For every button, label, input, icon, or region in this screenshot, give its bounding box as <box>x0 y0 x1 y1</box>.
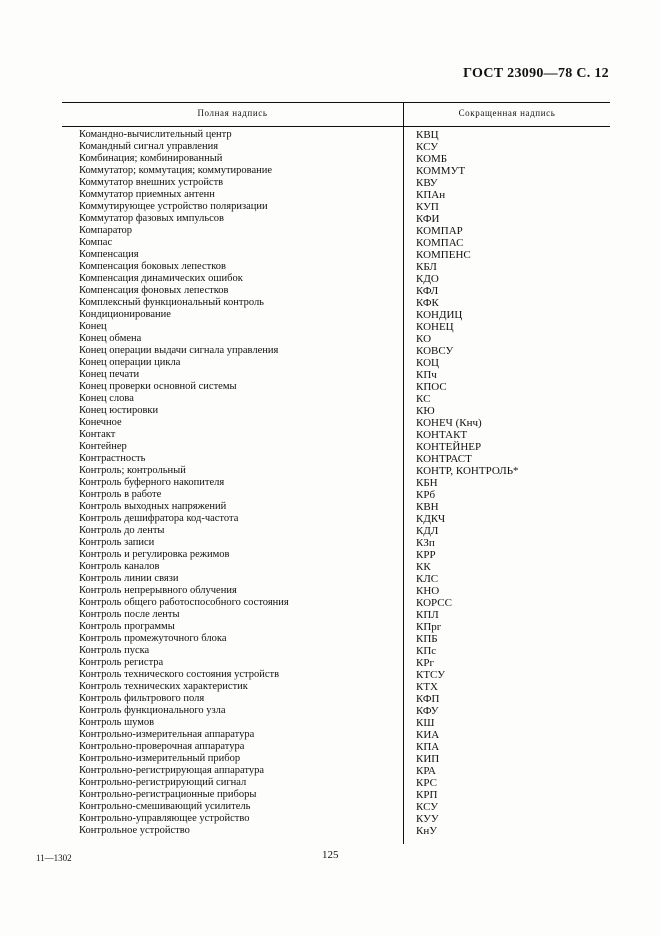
full-term: Контроль и регулировка режимов <box>79 549 230 560</box>
full-term: Командный сигнал управления <box>79 141 219 152</box>
abbreviation: КИА <box>416 729 440 741</box>
full-term: Конечное <box>79 417 122 428</box>
table-row <box>62 465 610 477</box>
abbreviation: КРг <box>416 657 434 669</box>
abbreviation: КОНЕЦ <box>416 321 454 333</box>
abbreviation: КОНТЕЙНЕР <box>416 441 482 453</box>
full-term: Контроль пуска <box>79 645 150 656</box>
abbreviation: КНО <box>416 585 440 597</box>
abbreviation: КСУ <box>416 141 439 153</box>
abbreviation: КС <box>416 393 431 405</box>
table-row <box>62 729 610 741</box>
table-row <box>62 273 610 285</box>
full-term: Командно-вычислительный центр <box>79 129 232 140</box>
abbreviation: КОРСС <box>416 597 452 609</box>
full-term: Контрольно-управляющее устройство <box>79 813 250 824</box>
abbreviation: КФИ <box>416 213 440 225</box>
abbreviation: КДКЧ <box>416 513 446 525</box>
full-term: Конец <box>79 321 107 332</box>
abbreviation: КРР <box>416 549 436 561</box>
full-term: Контрольное устройство <box>79 825 190 836</box>
table-row <box>62 513 610 525</box>
table-row <box>62 573 610 585</box>
table-row <box>62 417 610 429</box>
table-row <box>62 321 610 333</box>
abbreviation: КОНЕЧ (Кнч) <box>416 417 482 429</box>
table-row <box>62 309 610 321</box>
full-term: Компенсация боковых лепестков <box>79 261 226 272</box>
full-term: Контрольно-измерительный прибор <box>79 753 241 764</box>
table-row <box>62 561 610 573</box>
abbreviation: КК <box>416 561 431 573</box>
abbreviation: КнУ <box>416 825 438 837</box>
table-row <box>62 813 610 825</box>
table-row <box>62 297 610 309</box>
table-row <box>62 477 610 489</box>
full-term: Конец печати <box>79 369 140 380</box>
table-row <box>62 825 610 837</box>
table-row <box>62 801 610 813</box>
table-row <box>62 141 610 153</box>
full-term: Контрастность <box>79 453 146 464</box>
abbreviation: КПрг <box>416 621 442 633</box>
abbreviation: КРб <box>416 489 436 501</box>
column-header-full: Полная надпись <box>197 108 268 118</box>
abbreviation: КПЛ <box>416 609 439 621</box>
abbreviation: КИП <box>416 753 440 765</box>
abbreviation: КПБ <box>416 633 438 645</box>
full-term: Контроль дешифратора код-частота <box>79 513 239 524</box>
abbreviation: КПОС <box>416 381 447 393</box>
full-term: Коммутатор приемных антенн <box>79 189 215 200</box>
full-term: Кондиционирование <box>79 309 171 320</box>
abbreviation: КПА <box>416 741 440 753</box>
abbreviation: КЗп <box>416 537 435 549</box>
table-row <box>62 585 610 597</box>
full-term: Комбинация; комбинированный <box>79 153 223 164</box>
table-row <box>62 645 610 657</box>
table-row <box>62 333 610 345</box>
abbreviation: КБН <box>416 477 438 489</box>
abbreviation: КО <box>416 333 432 345</box>
full-term: Контроль; контрольный <box>79 465 186 476</box>
abbreviation: КРП <box>416 789 438 801</box>
table-row <box>62 237 610 249</box>
table-row <box>62 405 610 417</box>
table-row <box>62 381 610 393</box>
full-term: Контроль шумов <box>79 717 155 728</box>
abbreviation: КФУ <box>416 705 439 717</box>
table-row <box>62 393 610 405</box>
full-term: Комплексный функциональный контроль <box>79 297 264 308</box>
full-term: Конец операции выдачи сигнала управления <box>79 345 279 356</box>
table-row <box>62 213 610 225</box>
table-row <box>62 453 610 465</box>
table-row <box>62 633 610 645</box>
abbreviation: КПс <box>416 645 437 657</box>
abbreviation: КФЛ <box>416 285 439 297</box>
table-row <box>62 693 610 705</box>
full-term: Контрольно-регистрирующий сигнал <box>79 777 247 788</box>
table-body <box>62 129 610 837</box>
table-row <box>62 549 610 561</box>
full-term: Конец юстировки <box>79 405 159 416</box>
abbreviation: КОНДИЦ <box>416 309 463 321</box>
table-row <box>62 705 610 717</box>
abbreviation: КПч <box>416 369 437 381</box>
table-row <box>62 525 610 537</box>
full-term: Конец проверки основной системы <box>79 381 237 392</box>
table-row <box>62 741 610 753</box>
document-header: ГОСТ 23090—78 С. 12 <box>463 66 609 81</box>
table-row <box>62 177 610 189</box>
table-row <box>62 129 610 141</box>
full-term: Контроль линии связи <box>79 573 179 584</box>
column-header-abbr: Сокращенная надпись <box>458 108 556 118</box>
full-term: Коммутатор внешних устройств <box>79 177 224 188</box>
abbreviation: КДЛ <box>416 525 439 537</box>
full-term: Контрольно-регистрационные приборы <box>79 789 257 800</box>
abbreviation: КВЦ <box>416 129 439 141</box>
abbreviation: КСУ <box>416 801 439 813</box>
full-term: Контроль выходных напряжений <box>79 501 227 512</box>
table-row <box>62 717 610 729</box>
abbreviation: КТСУ <box>416 669 446 681</box>
full-term: Контроль в работе <box>79 489 162 500</box>
table-row <box>62 681 610 693</box>
abbreviation: КВН <box>416 501 439 513</box>
full-term: Компенсация динамических ошибок <box>79 273 243 284</box>
table-row <box>62 429 610 441</box>
table-row <box>62 621 610 633</box>
abbreviation: КОНТРАСТ <box>416 453 472 465</box>
full-term: Коммутатор; коммутация; коммутирование <box>79 165 273 176</box>
table-row <box>62 657 610 669</box>
table-row <box>62 765 610 777</box>
abbreviation: КТХ <box>416 681 438 693</box>
table-row <box>62 609 610 621</box>
full-term: Контейнер <box>79 441 127 452</box>
full-term: Контрольно-регистрирующая аппаратура <box>79 765 264 776</box>
full-term: Конец слова <box>79 393 134 404</box>
full-term: Компаратор <box>79 225 133 236</box>
table-row <box>62 669 610 681</box>
abbreviation: КУП <box>416 201 439 213</box>
full-term: Контроль записи <box>79 537 155 548</box>
full-term: Контроль технического состояния устройств <box>79 669 280 680</box>
full-term: Контроль функционального узла <box>79 705 226 716</box>
table-row <box>62 165 610 177</box>
table-top-rule <box>62 102 610 103</box>
abbreviation: КФП <box>416 693 440 705</box>
print-code: 11—1302 <box>36 853 72 863</box>
full-term: Контрольно-измерительная аппаратура <box>79 729 255 740</box>
full-term: Контроль до ленты <box>79 525 165 536</box>
full-term: Конец операции цикла <box>79 357 181 368</box>
full-term: Контрольно-проверочная аппаратура <box>79 741 245 752</box>
full-term: Контроль программы <box>79 621 175 632</box>
full-term: Коммутирующее устройство поляризации <box>79 201 268 212</box>
abbreviation: КОММУТ <box>416 165 466 177</box>
full-term: Контроль после ленты <box>79 609 180 620</box>
full-term: Контрольно-смешивающий усилитель <box>79 801 251 812</box>
full-term: Компенсация фоновых лепестков <box>79 285 229 296</box>
full-term: Коммутатор фазовых импульсов <box>79 213 225 224</box>
table-row <box>62 489 610 501</box>
full-term: Контроль каналов <box>79 561 160 572</box>
abbreviation: КФК <box>416 297 439 309</box>
full-term: Контакт <box>79 429 116 440</box>
abbreviation: КБЛ <box>416 261 437 273</box>
table-row <box>62 153 610 165</box>
full-term: Контроль фильтрового поля <box>79 693 205 704</box>
abbreviation: КОВСУ <box>416 345 454 357</box>
table-row <box>62 369 610 381</box>
abbreviation: КПАн <box>416 189 446 201</box>
abbreviation: КОЦ <box>416 357 439 369</box>
table-row <box>62 285 610 297</box>
table-row <box>62 777 610 789</box>
full-term: Контроль непрерывного облучения <box>79 585 237 596</box>
table-row <box>62 441 610 453</box>
table-row <box>62 189 610 201</box>
table-row <box>62 597 610 609</box>
page-number: 125 <box>322 849 339 861</box>
abbreviation: КДО <box>416 273 439 285</box>
abbreviation: КВУ <box>416 177 438 189</box>
full-term: Компас <box>79 237 113 248</box>
table-row <box>62 261 610 273</box>
abbreviation-table <box>62 102 610 844</box>
table-row <box>62 225 610 237</box>
abbreviation: КОНТАКТ <box>416 429 468 441</box>
table-row <box>62 501 610 513</box>
table-header-rule <box>62 126 610 127</box>
abbreviation: КОМПАР <box>416 225 463 237</box>
abbreviation: КРА <box>416 765 436 777</box>
full-term: Компенсация <box>79 249 139 260</box>
table-row <box>62 345 610 357</box>
table-row <box>62 201 610 213</box>
full-term: Контроль технических характеристик <box>79 681 248 692</box>
abbreviation: КЛС <box>416 573 439 585</box>
table-row <box>62 789 610 801</box>
full-term: Контроль промежуточного блока <box>79 633 227 644</box>
abbreviation: КУУ <box>416 813 439 825</box>
abbreviation: КОМПАС <box>416 237 464 249</box>
full-term: Контроль буферного накопителя <box>79 477 225 488</box>
abbreviation: КШ <box>416 717 435 729</box>
full-term: Контроль общего работоспособного состояния <box>79 597 289 608</box>
abbreviation: КОМБ <box>416 153 448 165</box>
abbreviation: КЮ <box>416 405 435 417</box>
full-term: Конец обмена <box>79 333 142 344</box>
full-term: Контроль регистра <box>79 657 164 668</box>
table-row <box>62 753 610 765</box>
table-row <box>62 249 610 261</box>
abbreviation: КРС <box>416 777 437 789</box>
table-row <box>62 357 610 369</box>
abbreviation: КОМПЕНС <box>416 249 471 261</box>
table-row <box>62 537 610 549</box>
abbreviation: КОНТР, КОНТРОЛЬ* <box>416 465 519 477</box>
